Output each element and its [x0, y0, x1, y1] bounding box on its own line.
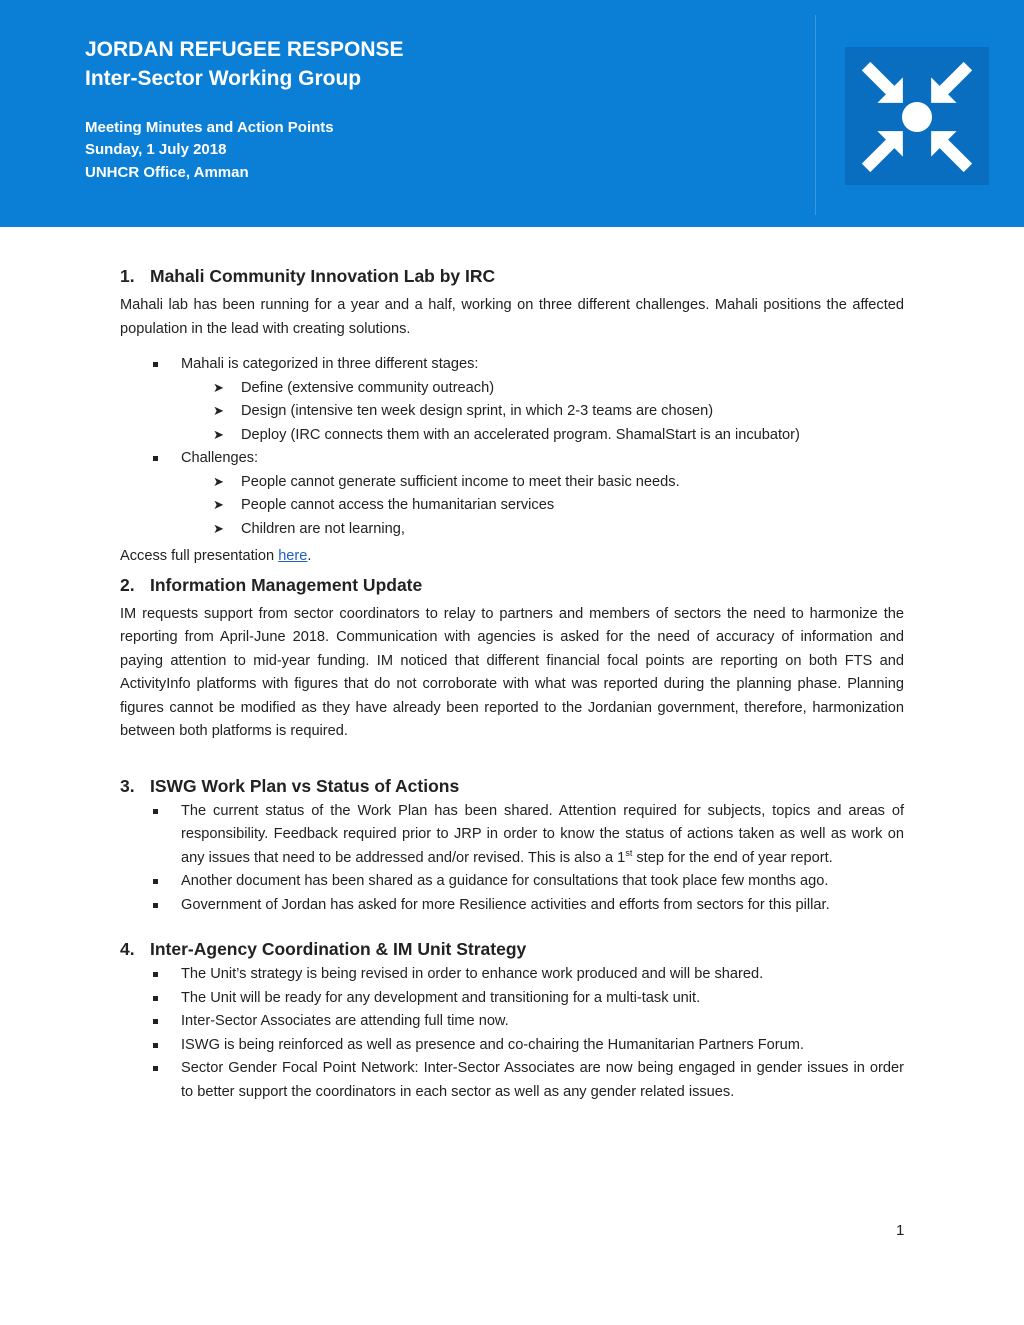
list-item-text: Challenges: [181, 450, 259, 466]
section-title: Inter-Agency Coordination & IM Unit Strategy [150, 939, 527, 959]
section-number: 3. [120, 775, 135, 796]
bullet-list [120, 353, 904, 377]
access-suffix: . [307, 548, 312, 564]
list-item-text: Children are not learning, [241, 520, 405, 537]
ordinal-suffix: st [625, 847, 633, 858]
document-header [0, 0, 1024, 227]
list-item-text: The current status of the Work Plan has been shared. Attention required for subjects, topics and areas of responsibility. Feedback required prior to JRP in order to know the status of actions taken as well as work on any issues that need to be addressed and/or revised. This is also a 1 [181, 802, 904, 866]
list-item [120, 800, 904, 871]
section-title: ISWG Work Plan vs Status of Actions [150, 775, 460, 796]
list-item [120, 400, 904, 424]
paragraph: IM requests support from sector coordinators to relay to partners and members of sectors the need to harmonize the reporting from April-June 2018. Communication with agencies is asked for the need of accuracy of information and paying attention to mid-year funding. IM noticed that different financial focal points are reporting on both FTS and ActivityInfo platforms with figures that do not corroborate with what was reported during the planning phase. Planning figures cannot be modified as they have already been reported to the Jordanian government, therefore, harmonization between both platforms is required. [120, 605, 904, 739]
list-item-text: Inter-Sector Associates are attending full time now. [181, 1013, 509, 1029]
bullet-list [120, 800, 904, 918]
section-heading [120, 935, 904, 963]
section-heading [120, 571, 904, 599]
list-item [120, 1034, 904, 1058]
list-item [120, 894, 904, 918]
section-number: 2. [120, 574, 135, 595]
list-item-text: ISWG is being reinforced as well as presence and co-chairing the Humanitarian Partners Forum. [181, 1036, 804, 1053]
header-title: JORDAN REFUGEE RESPONSE [85, 38, 404, 61]
list-item-text: The Unit’s strategy is being revised in order to enhance work produced and will be shared. [181, 966, 764, 982]
paragraph: Mahali lab has been running for a year and a half, working on three different challenges. Mahali positions the affected population in the lead with creating solutions. [120, 297, 904, 337]
list-item-text: Government of Jordan has asked for more Resilience activities and efforts from sectors for this pillar. [181, 896, 830, 913]
access-line [120, 545, 904, 569]
section-heading [120, 772, 904, 800]
arrows-converging-icon [845, 47, 989, 185]
list-item-text: Deploy (IRC connects them with an accelerated program. ShamalStart is an incubator) [241, 426, 800, 443]
section-heading [120, 262, 904, 290]
section-number: 1. [120, 266, 135, 286]
meeting-location: UNHCR Office, Amman [85, 164, 249, 181]
list-item-text: The Unit will be ready for any development and transitioning for a multi-task unit. [181, 989, 701, 1006]
header-subtitle: Inter-Sector Working Group [85, 67, 362, 90]
bullet-list [120, 963, 904, 1104]
list-item-text: step for the end of year report. [632, 849, 833, 866]
list-item-text: Design (intensive ten week design sprint, in which 2-3 teams are chosen) [241, 403, 714, 419]
bullet-list [120, 447, 904, 471]
list-item [120, 963, 904, 987]
list-item [120, 1010, 904, 1034]
list-item-text: Sector Gender Focal Point Network: Inter-Sector Associates are now being engaged in gender issues in order to better support the coordinators in each sector as well as any gender related issues. [181, 1060, 904, 1100]
access-text: Access full presentation [120, 548, 279, 564]
section-title: Information Management Update [150, 574, 423, 595]
page-number: 1 [896, 1222, 905, 1239]
list-item [120, 870, 904, 894]
list-item [120, 518, 904, 542]
list-item [120, 424, 904, 448]
list-item [120, 1057, 904, 1104]
list-item-text: Define (extensive community outreach) [241, 379, 495, 396]
section-number: 4. [120, 939, 135, 959]
list-item [120, 494, 904, 518]
list-item-text: People cannot access the humanitarian services [241, 497, 555, 513]
list-item-text: People cannot generate sufficient income to meet their basic needs. [241, 473, 680, 490]
document-body [120, 262, 904, 1104]
presentation-link[interactable]: here [278, 548, 308, 564]
meeting-date: Sunday, 1 July 2018 [85, 141, 227, 158]
list-item [120, 377, 904, 401]
section-title: Mahali Community Innovation Lab by IRC [150, 266, 496, 286]
list-item-text: Another document has been shared as a guidance for consultations that took place few months ago. [181, 873, 829, 889]
list-item [120, 447, 904, 471]
list-item [120, 471, 904, 495]
list-item [120, 353, 904, 377]
header-divider [815, 15, 816, 215]
arrow-list [120, 377, 904, 448]
meeting-type: Meeting Minutes and Action Points [85, 119, 334, 136]
arrow-list [120, 471, 904, 542]
list-item [120, 987, 904, 1011]
list-item-text: Mahali is categorized in three different stages: [181, 356, 479, 372]
